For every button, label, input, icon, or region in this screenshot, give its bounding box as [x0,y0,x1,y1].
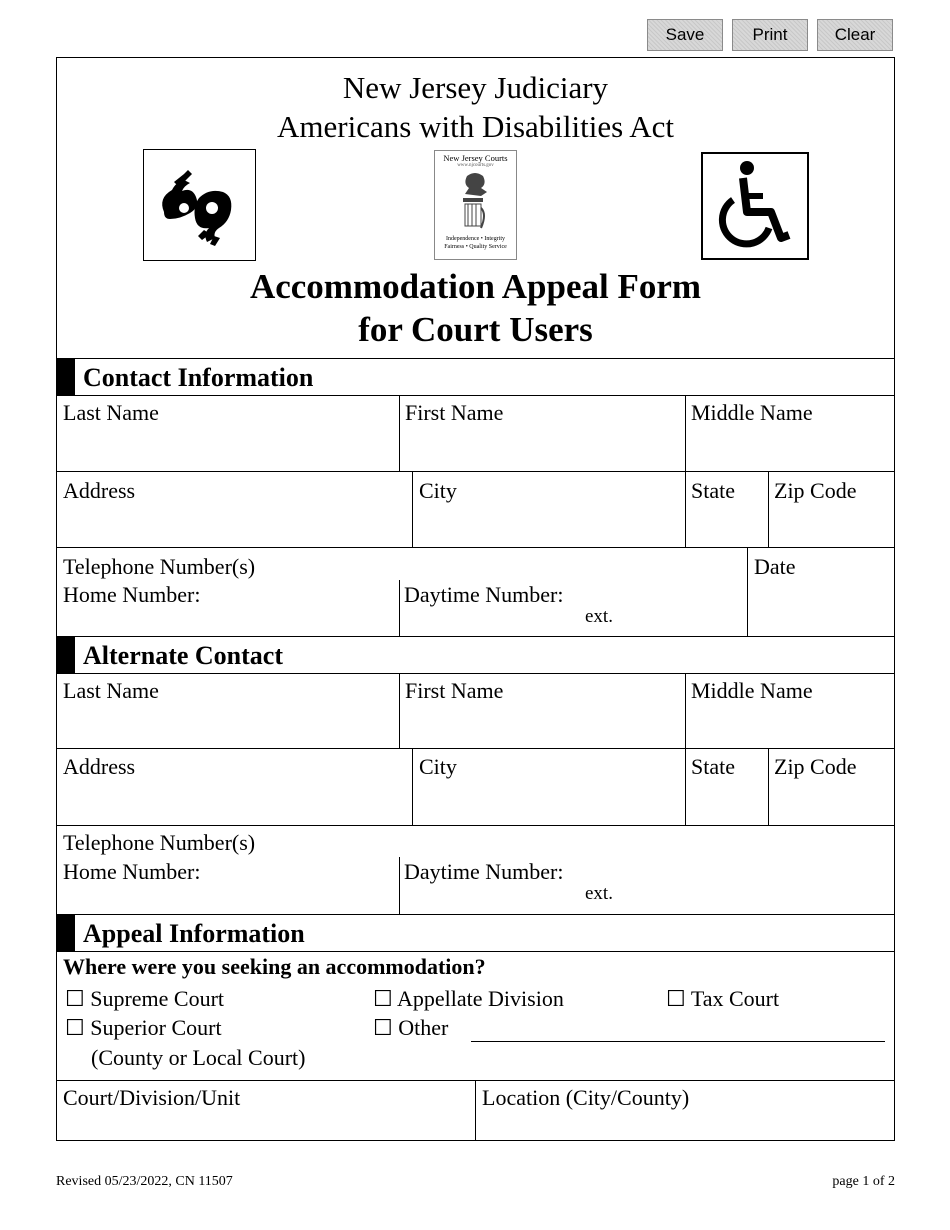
ext-label: ext. [585,883,613,904]
state-field[interactable] [685,472,768,547]
ext-label: ext. [585,606,613,627]
alternate-contact-section [57,637,894,674]
field-label: Zip Code [774,754,857,779]
wheelchair-icon [701,152,809,260]
contact-information-section [57,359,894,396]
field-label: Middle Name [691,678,813,703]
nj-courts-seal [434,150,517,260]
ada-title: Americans with Disabilities Act [277,109,674,144]
section-marker [57,359,75,395]
alt-middle-name-field[interactable] [685,674,894,748]
seal-motto-2: Fairness • Quality Service [444,244,507,250]
other-specify-input[interactable] [471,1041,885,1042]
field-label: Address [63,754,136,779]
field-label: Address [63,478,136,503]
alternate-telephone-row [57,826,894,915]
page-number: page 1 of 2 [832,1174,895,1189]
superior-court-note: (County or Local Court) [91,1045,306,1070]
form-title: Accommodation Appeal Form [249,267,702,306]
section-marker [57,637,75,673]
field-label: State [691,478,735,503]
seal-url-text: www.njcourts.gov [457,163,494,168]
section-heading: Appeal Information [83,919,305,948]
print-button[interactable]: Print [732,19,808,51]
divider [399,580,400,636]
contact-name-row [57,396,894,472]
first-name-field[interactable] [399,396,685,471]
telephone-label: Telephone Number(s) [63,554,256,579]
alt-daytime-number-field[interactable] [399,826,894,914]
field-label: Last Name [63,678,159,703]
seal-figure-icon [435,168,516,230]
alt-last-name-field[interactable] [57,674,399,748]
zip-code-field[interactable] [768,472,894,547]
alternate-address-row [57,749,894,826]
other-checkbox[interactable]: ☐ Other [373,1015,449,1040]
home-number-field[interactable] [57,548,399,636]
contact-telephone-row [57,548,894,637]
address-field[interactable] [57,472,412,547]
middle-name-field[interactable] [685,396,894,471]
telephone-label: Telephone Number(s) [63,830,256,855]
field-label: Date [754,554,796,579]
alt-home-number-field[interactable] [57,826,399,914]
appeal-form [56,57,895,1141]
field-label: Daytime Number: [404,859,564,884]
court-location-row [57,1081,894,1141]
sign-language-icon [143,149,256,261]
accommodation-question: Where were you seeking an accommodation? [63,954,486,979]
appellate-division-checkbox[interactable]: ☐ Appellate Division [373,986,564,1011]
field-label: First Name [405,678,504,703]
location-field[interactable] [475,1081,894,1141]
appeal-options-row [57,952,894,1081]
save-button[interactable]: Save [647,19,723,51]
seal-top-text: New Jersey Courts [443,153,508,163]
form-subtitle: for Court Users [358,310,593,349]
contact-address-row [57,472,894,548]
section-marker [57,915,75,951]
seal-motto-1: Independence • Integrity [445,236,506,242]
divider [399,857,400,914]
revision-note: Revised 05/23/2022, CN 11507 [56,1174,233,1189]
field-label: First Name [405,400,504,425]
last-name-field[interactable] [57,396,399,471]
alt-state-field[interactable] [685,749,768,825]
field-label: Home Number: [63,859,201,884]
appeal-information-section [57,915,894,952]
field-label: City [419,754,457,779]
city-field[interactable] [412,472,685,547]
alt-address-field[interactable] [57,749,412,825]
field-label: Home Number: [63,582,201,607]
form-header [57,58,894,359]
form-toolbar [647,19,893,51]
judiciary-title: New Jersey Judiciary [342,70,609,105]
field-label: Last Name [63,400,159,425]
tax-court-checkbox[interactable]: ☐ Tax Court [666,986,780,1011]
alt-zip-code-field[interactable] [768,749,894,825]
alt-city-field[interactable] [412,749,685,825]
field-label: Middle Name [691,400,813,425]
field-label: Location (City/County) [482,1085,690,1110]
court-division-unit-field[interactable] [57,1081,475,1141]
section-heading: Alternate Contact [83,641,283,670]
alt-first-name-field[interactable] [399,674,685,748]
superior-court-checkbox[interactable]: ☐ Superior Court [65,1015,222,1040]
field-label: Daytime Number: [404,582,564,607]
field-label: State [691,754,735,779]
field-label: Court/Division/Unit [63,1085,241,1110]
section-heading: Contact Information [83,363,314,392]
supreme-court-checkbox[interactable]: ☐ Supreme Court [65,986,225,1011]
field-label: City [419,478,457,503]
daytime-number-field[interactable] [399,548,747,636]
clear-button[interactable]: Clear [817,19,893,51]
field-label: Zip Code [774,478,857,503]
date-field[interactable] [747,548,894,636]
alternate-name-row [57,674,894,749]
